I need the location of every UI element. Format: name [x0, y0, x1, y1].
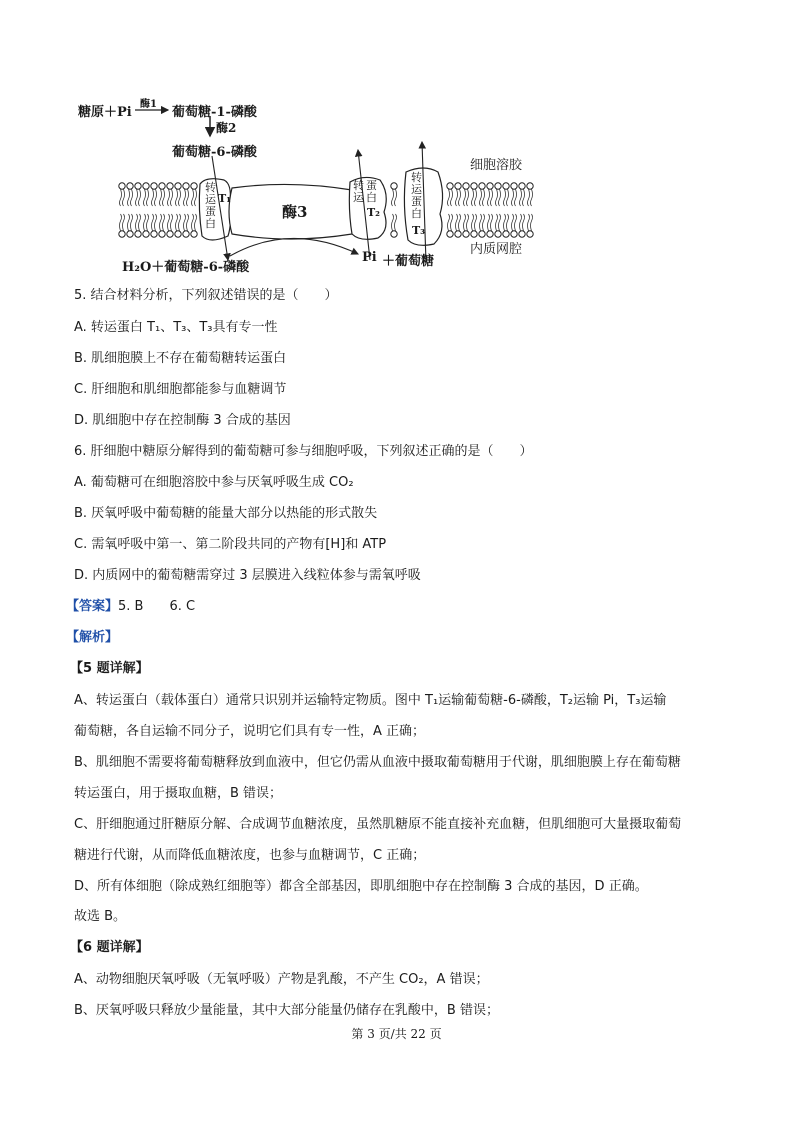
t2-text-a: 转 运: [353, 179, 364, 204]
t2-text-b: 蛋 白: [366, 179, 377, 204]
t1-tag: T₁: [218, 192, 232, 205]
label-cytosol: 细胞溶胶: [470, 158, 523, 173]
d6-a-line1: A、动物细胞厌氧呼吸（无氧呼吸）产物是乳酸，不产生 CO₂，A 错误；: [74, 972, 489, 987]
t3-tag: T₃: [412, 224, 426, 237]
d5-d-line1: D、所有体细胞（除成熟红细胞等）都含全部基因，即肌细胞中存在控制酶 3 合成的基因，D 正确。: [74, 879, 648, 894]
d5-a-line1: A、转运蛋白（载体蛋白）通常只识别并运输特定物质。图中 T₁运输葡萄糖-6-磷酸，T₂运输 Pi，T₃运输: [74, 693, 667, 708]
t2-tag: T₂: [367, 206, 381, 219]
q5-option-b: B. 肌细胞膜上不存在葡萄糖转运蛋白: [74, 351, 287, 366]
d6-tag: 【6 题详解】: [70, 940, 149, 955]
q5-option-d: D. 肌细胞中存在控制酶 3 合成的基因: [74, 413, 291, 428]
answer-line: [66, 595, 195, 614]
d5-b-line1: B、肌细胞不需要将葡萄糖释放到血液中，但它仍需从血液中摄取葡萄糖用于代谢，肌细胞膜上存在葡萄糖: [74, 755, 681, 770]
d5-a-line2: 葡萄糖，各自运输不同分子，说明它们具有专一性，A 正确；: [74, 724, 426, 739]
label-glycogen-pi: 糖原＋Pi: [78, 105, 132, 120]
q6-option-a: A. 葡萄糖可在细胞溶胶中参与厌氧呼吸生成 CO₂: [74, 475, 354, 490]
label-glucose: ＋葡萄糖: [382, 254, 435, 269]
q6-option-c: C. 需氧呼吸中第一、第二阶段共同的产物有[H]和 ATP: [74, 537, 387, 552]
q5-option-c: C. 肝细胞和肌细胞都能参与血糖调节: [74, 382, 287, 397]
d5-c-line2: 糖进行代谢，从而降低血糖浓度，也参与血糖调节，C 正确；: [74, 848, 426, 863]
arrow-enzyme3-products: [230, 238, 358, 256]
d5-conclusion: 故选 B。: [74, 909, 127, 924]
label-enzyme3: 酶3: [282, 203, 308, 221]
d5-c-line1: C、肝细胞通过肝糖原分解、合成调节血糖浓度，虽然肌糖原不能直接补充血糖，但肌细胞可大量摄取葡萄: [74, 817, 682, 832]
answer-tag: 【答案】: [66, 599, 119, 614]
analysis-tag: 【解析】: [66, 630, 119, 645]
q6-option-d: D. 内质网中的葡萄糖需穿过 3 层膜进入线粒体参与需氧呼吸: [74, 568, 421, 583]
d5-tag: 【5 题详解】: [70, 661, 149, 676]
label-h2o-g6p: H₂O＋葡萄糖-6-磷酸: [122, 260, 250, 275]
page-footer: 第 3 页/共 22 页: [351, 1027, 442, 1041]
t1-text: 转 运 蛋 白: [205, 181, 216, 230]
q5-stem: 5. 结合材料分析，下列叙述错误的是（ ）: [74, 288, 338, 303]
q6-stem: 6. 肝细胞中糖原分解得到的葡萄糖可参与细胞呼吸，下列叙述正确的是（ ）: [74, 444, 533, 459]
d5-b-line2: 转运蛋白，用于摄取血糖，B 错误；: [74, 786, 283, 801]
d6-b-line1: B、厌氧呼吸只释放少量能量，其中大部分能量仍储存在乳酸中，B 错误；: [74, 1003, 499, 1018]
label-pi: Pi: [362, 250, 377, 265]
answer-text: 5. B 6. C: [118, 599, 196, 614]
t3-text: 转 运 蛋 白: [411, 171, 422, 220]
label-enzyme1: 酶1: [140, 99, 157, 110]
label-glucose-1-phosphate: 葡萄糖-1-磷酸: [172, 105, 257, 120]
label-glucose-6-phosphate: 葡萄糖-6-磷酸: [172, 145, 257, 160]
q5-option-a: A. 转运蛋白 T₁、T₃、T₃具有专一性: [74, 320, 278, 335]
label-er-lumen: 内质网腔: [470, 242, 523, 257]
label-enzyme2: 酶2: [216, 121, 237, 135]
q6-option-b: B. 厌氧呼吸中葡萄糖的能量大部分以热能的形式散失: [74, 506, 378, 521]
glycogen-metabolism-diagram: [60, 84, 560, 274]
